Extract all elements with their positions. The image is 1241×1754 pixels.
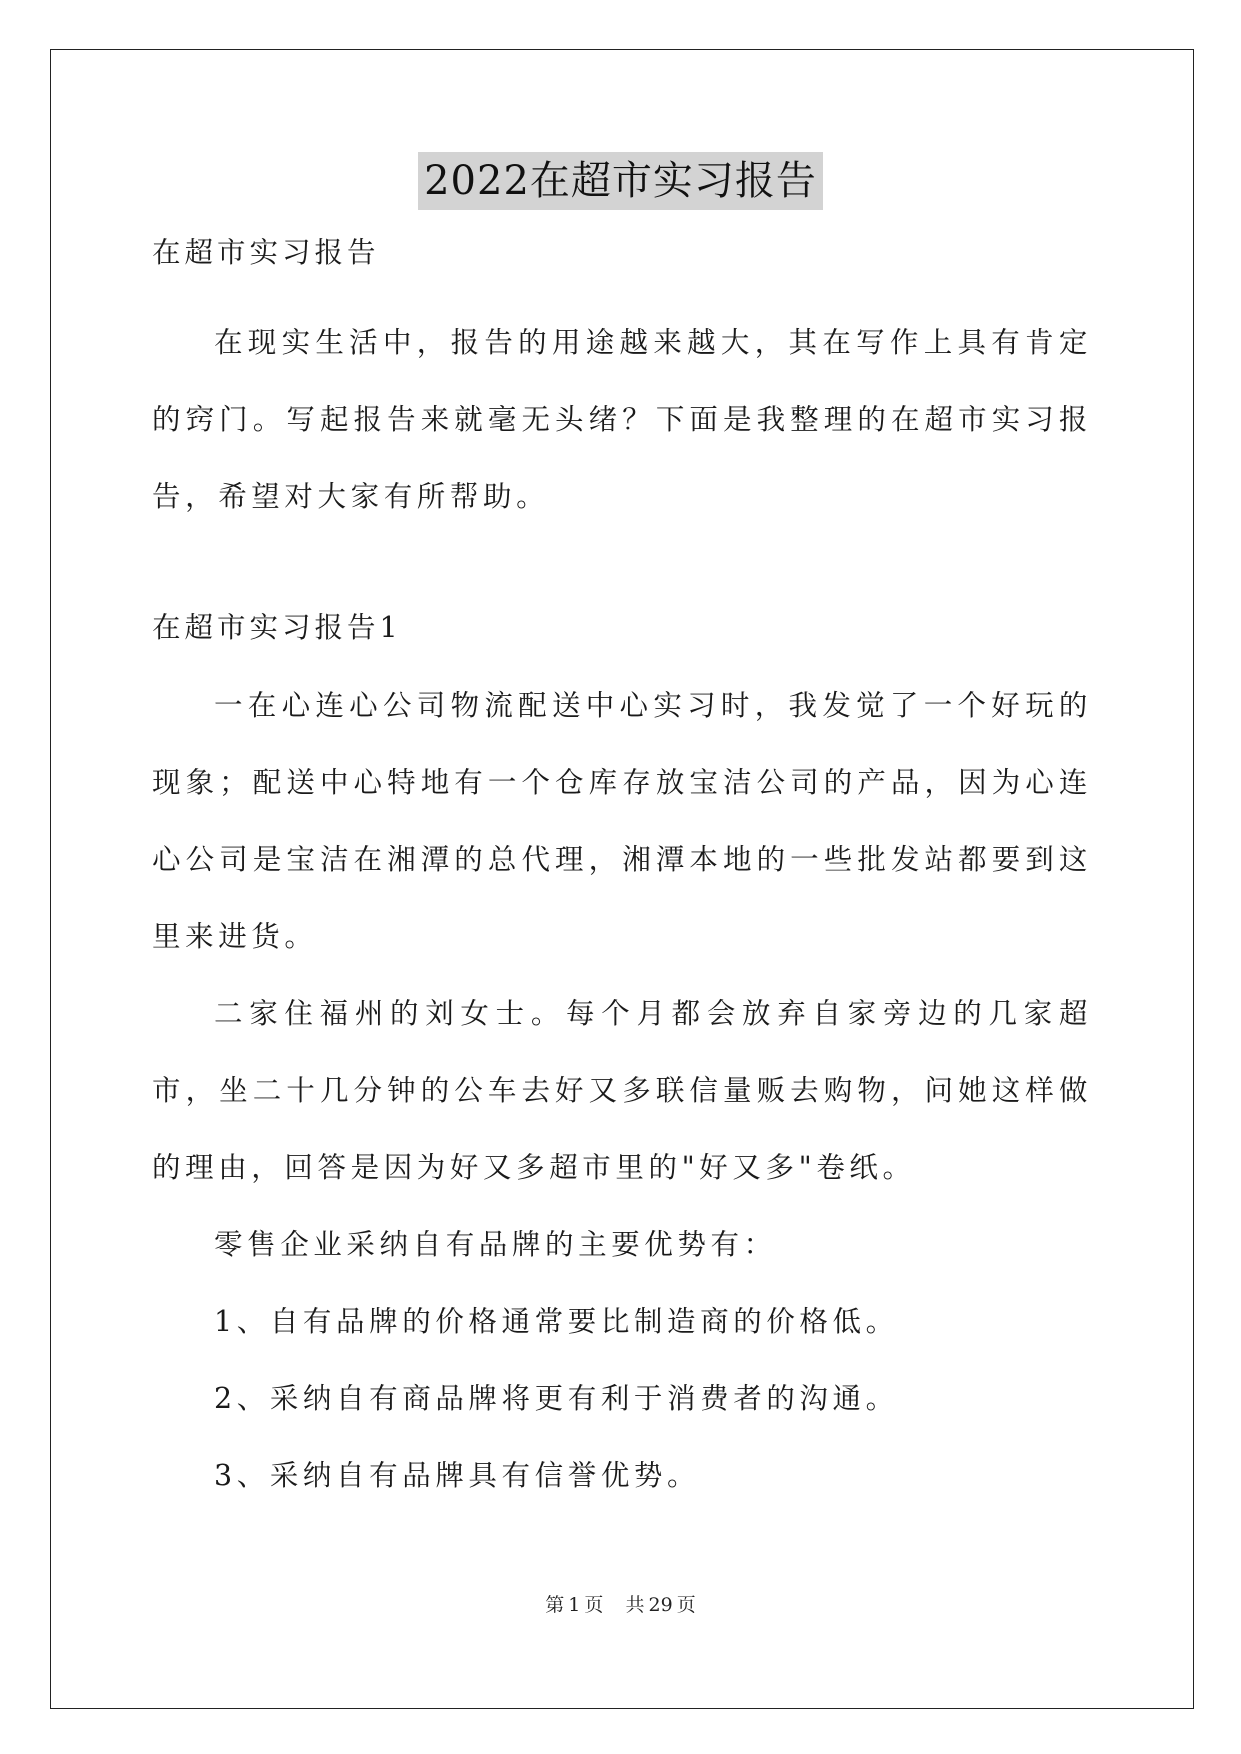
page-label-suffix: 页 (584, 1594, 604, 1616)
total-pages: 29 (648, 1594, 673, 1616)
page-number: 1 (568, 1594, 581, 1616)
page-footer (0, 1590, 1241, 1617)
intro-paragraph: 在现实生活中，报告的用途越来越大，其在写作上具有肯定的窍门。写起报告来就毫无头绪？下面是我整理的在超市实习报告，希望对大家有所帮助。 (152, 326, 1092, 513)
list-item-3: 3、采纳自有品牌具有信誉优势。 (214, 1459, 701, 1492)
document-body (152, 236, 1092, 1514)
paragraph-3: 零售企业采纳自有品牌的主要优势有： (214, 1228, 777, 1261)
paragraph-2: 二家住福州的刘女士。每个月都会放弃自家旁边的几家超市，坐二十几分钟的公车去好又多联信量贩去购物，问她这样做的理由，回答是因为好又多超市里的"好又多"卷纸。 (152, 997, 1092, 1184)
list-item-2: 2、采纳自有商品牌将更有利于消费者的沟通。 (214, 1382, 899, 1415)
list-item-1: 1、自有品牌的价格通常要比制造商的价格低。 (214, 1305, 899, 1338)
total-prefix: 共 (625, 1594, 645, 1616)
paragraph-1: 一在心连心公司物流配送中心实习时，我发觉了一个好玩的现象；配送中心特地有一个仓库存放宝洁公司的产品，因为心连心公司是宝洁在湘潭的总代理，湘潭本地的一些批发站都要到这里来进货。 (152, 689, 1092, 953)
document-subtitle: 在超市实习报告 (152, 236, 380, 269)
section-heading: 在超市实习报告1 (152, 611, 402, 644)
document-title: 2022在超市实习报告 (418, 152, 823, 210)
page-label-prefix: 第 (545, 1594, 565, 1616)
total-suffix: 页 (676, 1594, 696, 1616)
spacer (152, 535, 1092, 611)
title-container (0, 152, 1241, 210)
